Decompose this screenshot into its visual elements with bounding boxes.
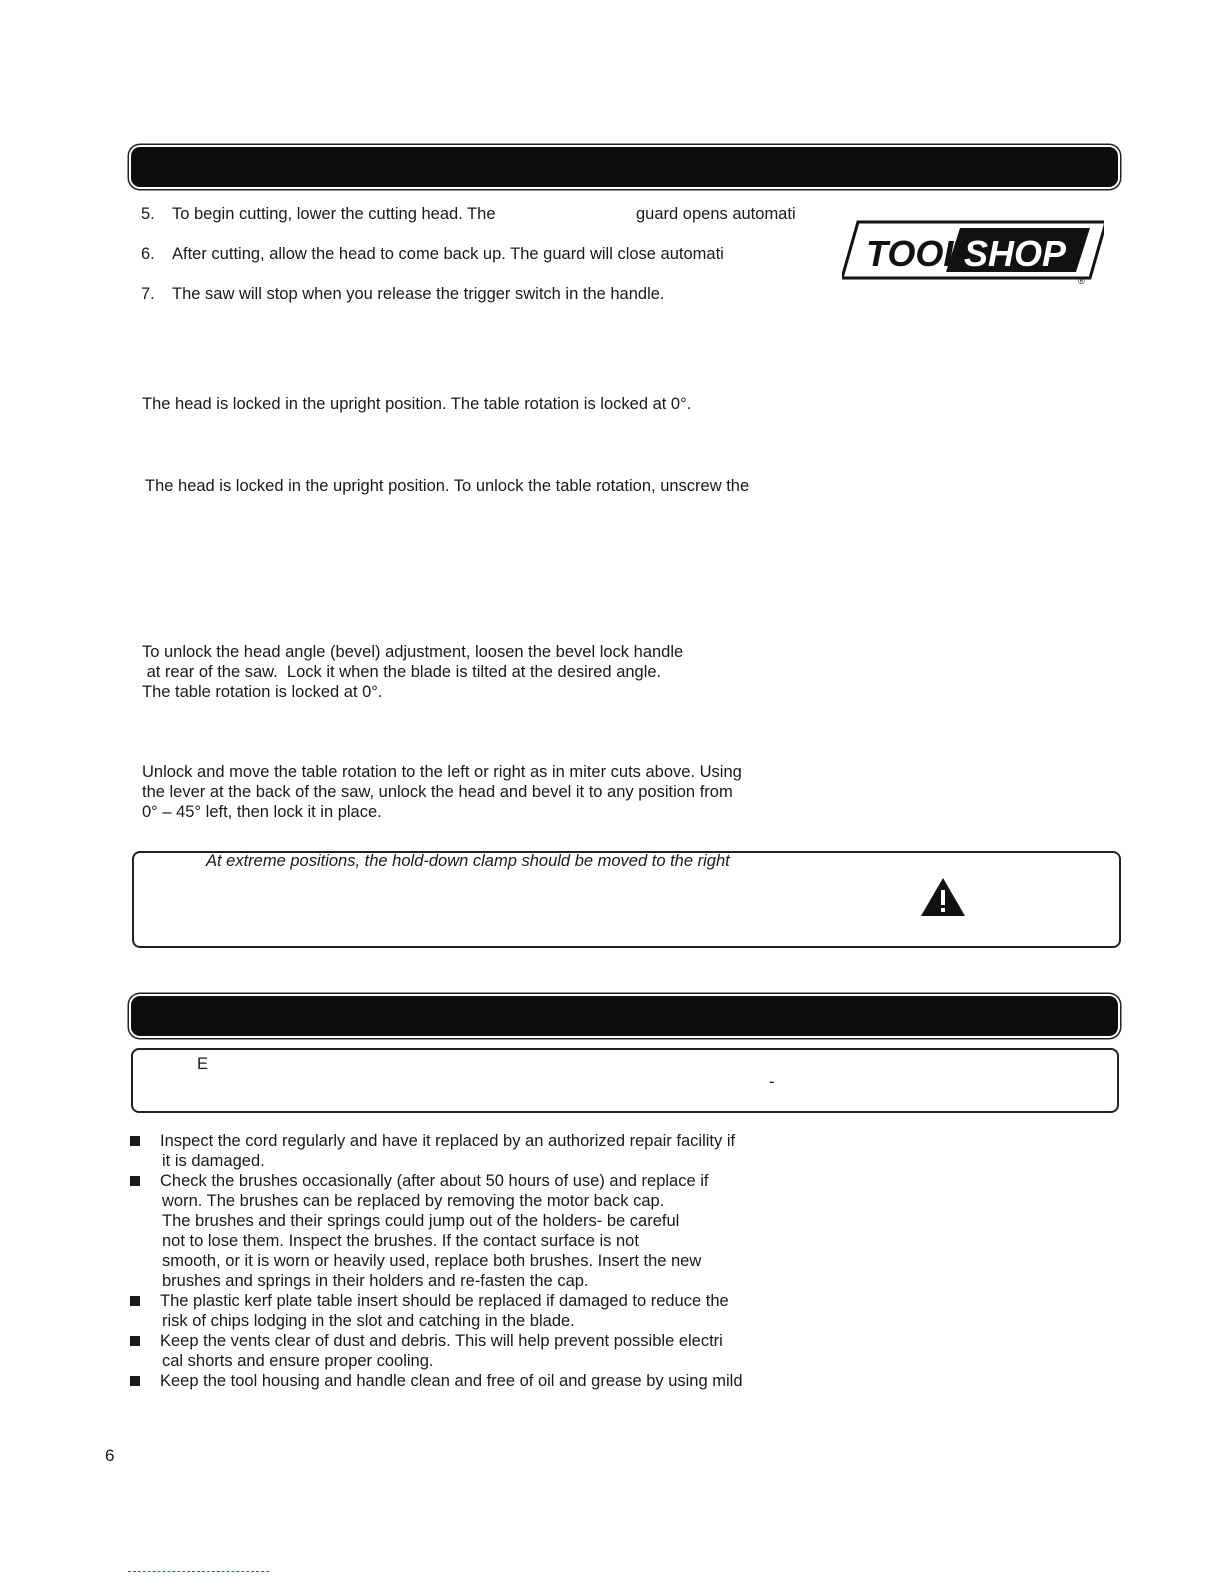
list-item-line: Keep the tool housing and handle clean and free of oil and grease by using mild — [160, 1372, 743, 1390]
list-item-line: not to lose them. Inspect the brushes. If the contact surface is not — [162, 1232, 639, 1250]
warning-note-box — [132, 851, 1121, 948]
step-7 — [141, 284, 665, 304]
step-5-continuation: guard opens automati — [636, 205, 796, 223]
section-header-bar-operation — [131, 147, 1118, 187]
bevel-cut-line-1: To unlock the head angle (bevel) adjustment, loosen the bevel lock handle — [142, 643, 684, 661]
compound-cut-line-3: 0° – 45° left, then lock it in place. — [142, 803, 382, 821]
list-item-line: Check the brushes occasionally (after about 50 hours of use) and replace if — [160, 1172, 709, 1190]
list-bullet — [130, 1376, 140, 1386]
list-item-line: risk of chips lodging in the slot and catching in the blade. — [162, 1312, 575, 1330]
step-5 — [141, 204, 496, 224]
list-item-line: The brushes and their springs could jump out of the holders- be careful — [162, 1212, 680, 1230]
list-bullet — [130, 1336, 140, 1346]
bevel-cut-line-3: The table rotation is locked at 0°. — [142, 683, 383, 701]
list-item-line: worn. The brushes can be replaced by removing the motor back cap. — [162, 1192, 665, 1210]
section-header-bar-maintenance — [131, 996, 1118, 1036]
warning-note-text: At extreme positions, the hold-down clamp should be moved to the right — [206, 852, 730, 870]
list-item-line: cal shorts and ensure proper cooling. — [162, 1352, 434, 1370]
cross-cut-text: The head is locked in the upright position. The table rotation is locked at 0°. — [142, 395, 692, 413]
list-bullet — [130, 1136, 140, 1146]
step-number: 5. — [141, 205, 155, 223]
step-text: The saw will stop when you release the trigger switch in the handle. — [172, 285, 665, 303]
list-item-line: it is damaged. — [162, 1152, 265, 1170]
step-6 — [141, 244, 724, 264]
step-number: 7. — [141, 285, 155, 303]
list-item-line: smooth, or it is worn or heavily used, replace both brushes. Insert the new — [162, 1252, 702, 1270]
registered-mark: ® — [1078, 276, 1085, 286]
miter-cut-text: The head is locked in the upright position. To unlock the table rotation, unscrew the — [145, 477, 750, 495]
step-text: To begin cutting, lower the cutting head. The — [172, 205, 496, 223]
maintenance-note-fragment-2: - — [769, 1073, 775, 1091]
logo-text-shop: SHOP — [964, 233, 1067, 274]
list-item-line: Inspect the cord regularly and have it replaced by an authorized repair facility if — [160, 1132, 736, 1150]
bevel-cut-line-2: at rear of the saw. Lock it when the blade is tilted at the desired angle. — [142, 663, 662, 681]
maintenance-note-fragment-1: E — [197, 1055, 209, 1073]
compound-cut-line-2: the lever at the back of the saw, unlock the head and bevel it to any position from — [142, 783, 733, 801]
tool-shop-logo — [842, 220, 1104, 288]
tool-shop-logo-graphic — [842, 220, 1104, 288]
maintenance-note-box — [131, 1048, 1119, 1113]
footer-divider — [128, 1571, 269, 1572]
list-item-line: The plastic kerf plate table insert should be replaced if damaged to reduce the — [160, 1292, 729, 1310]
logo-text-tool: TOOL — [866, 233, 966, 274]
list-item-line: brushes and springs in their holders and re-fasten the cap. — [162, 1272, 589, 1290]
list-bullet — [130, 1296, 140, 1306]
compound-cut-line-1: Unlock and move the table rotation to the left or right as in miter cuts above. Using — [142, 763, 742, 781]
step-number: 6. — [141, 245, 155, 263]
warning-triangle-icon — [919, 876, 967, 918]
list-bullet — [130, 1176, 140, 1186]
list-item-line: Keep the vents clear of dust and debris. This will help prevent possible electri — [160, 1332, 723, 1350]
page-number: 6 — [105, 1446, 115, 1465]
step-text: After cutting, allow the head to come back up. The guard will close automati — [172, 245, 724, 263]
